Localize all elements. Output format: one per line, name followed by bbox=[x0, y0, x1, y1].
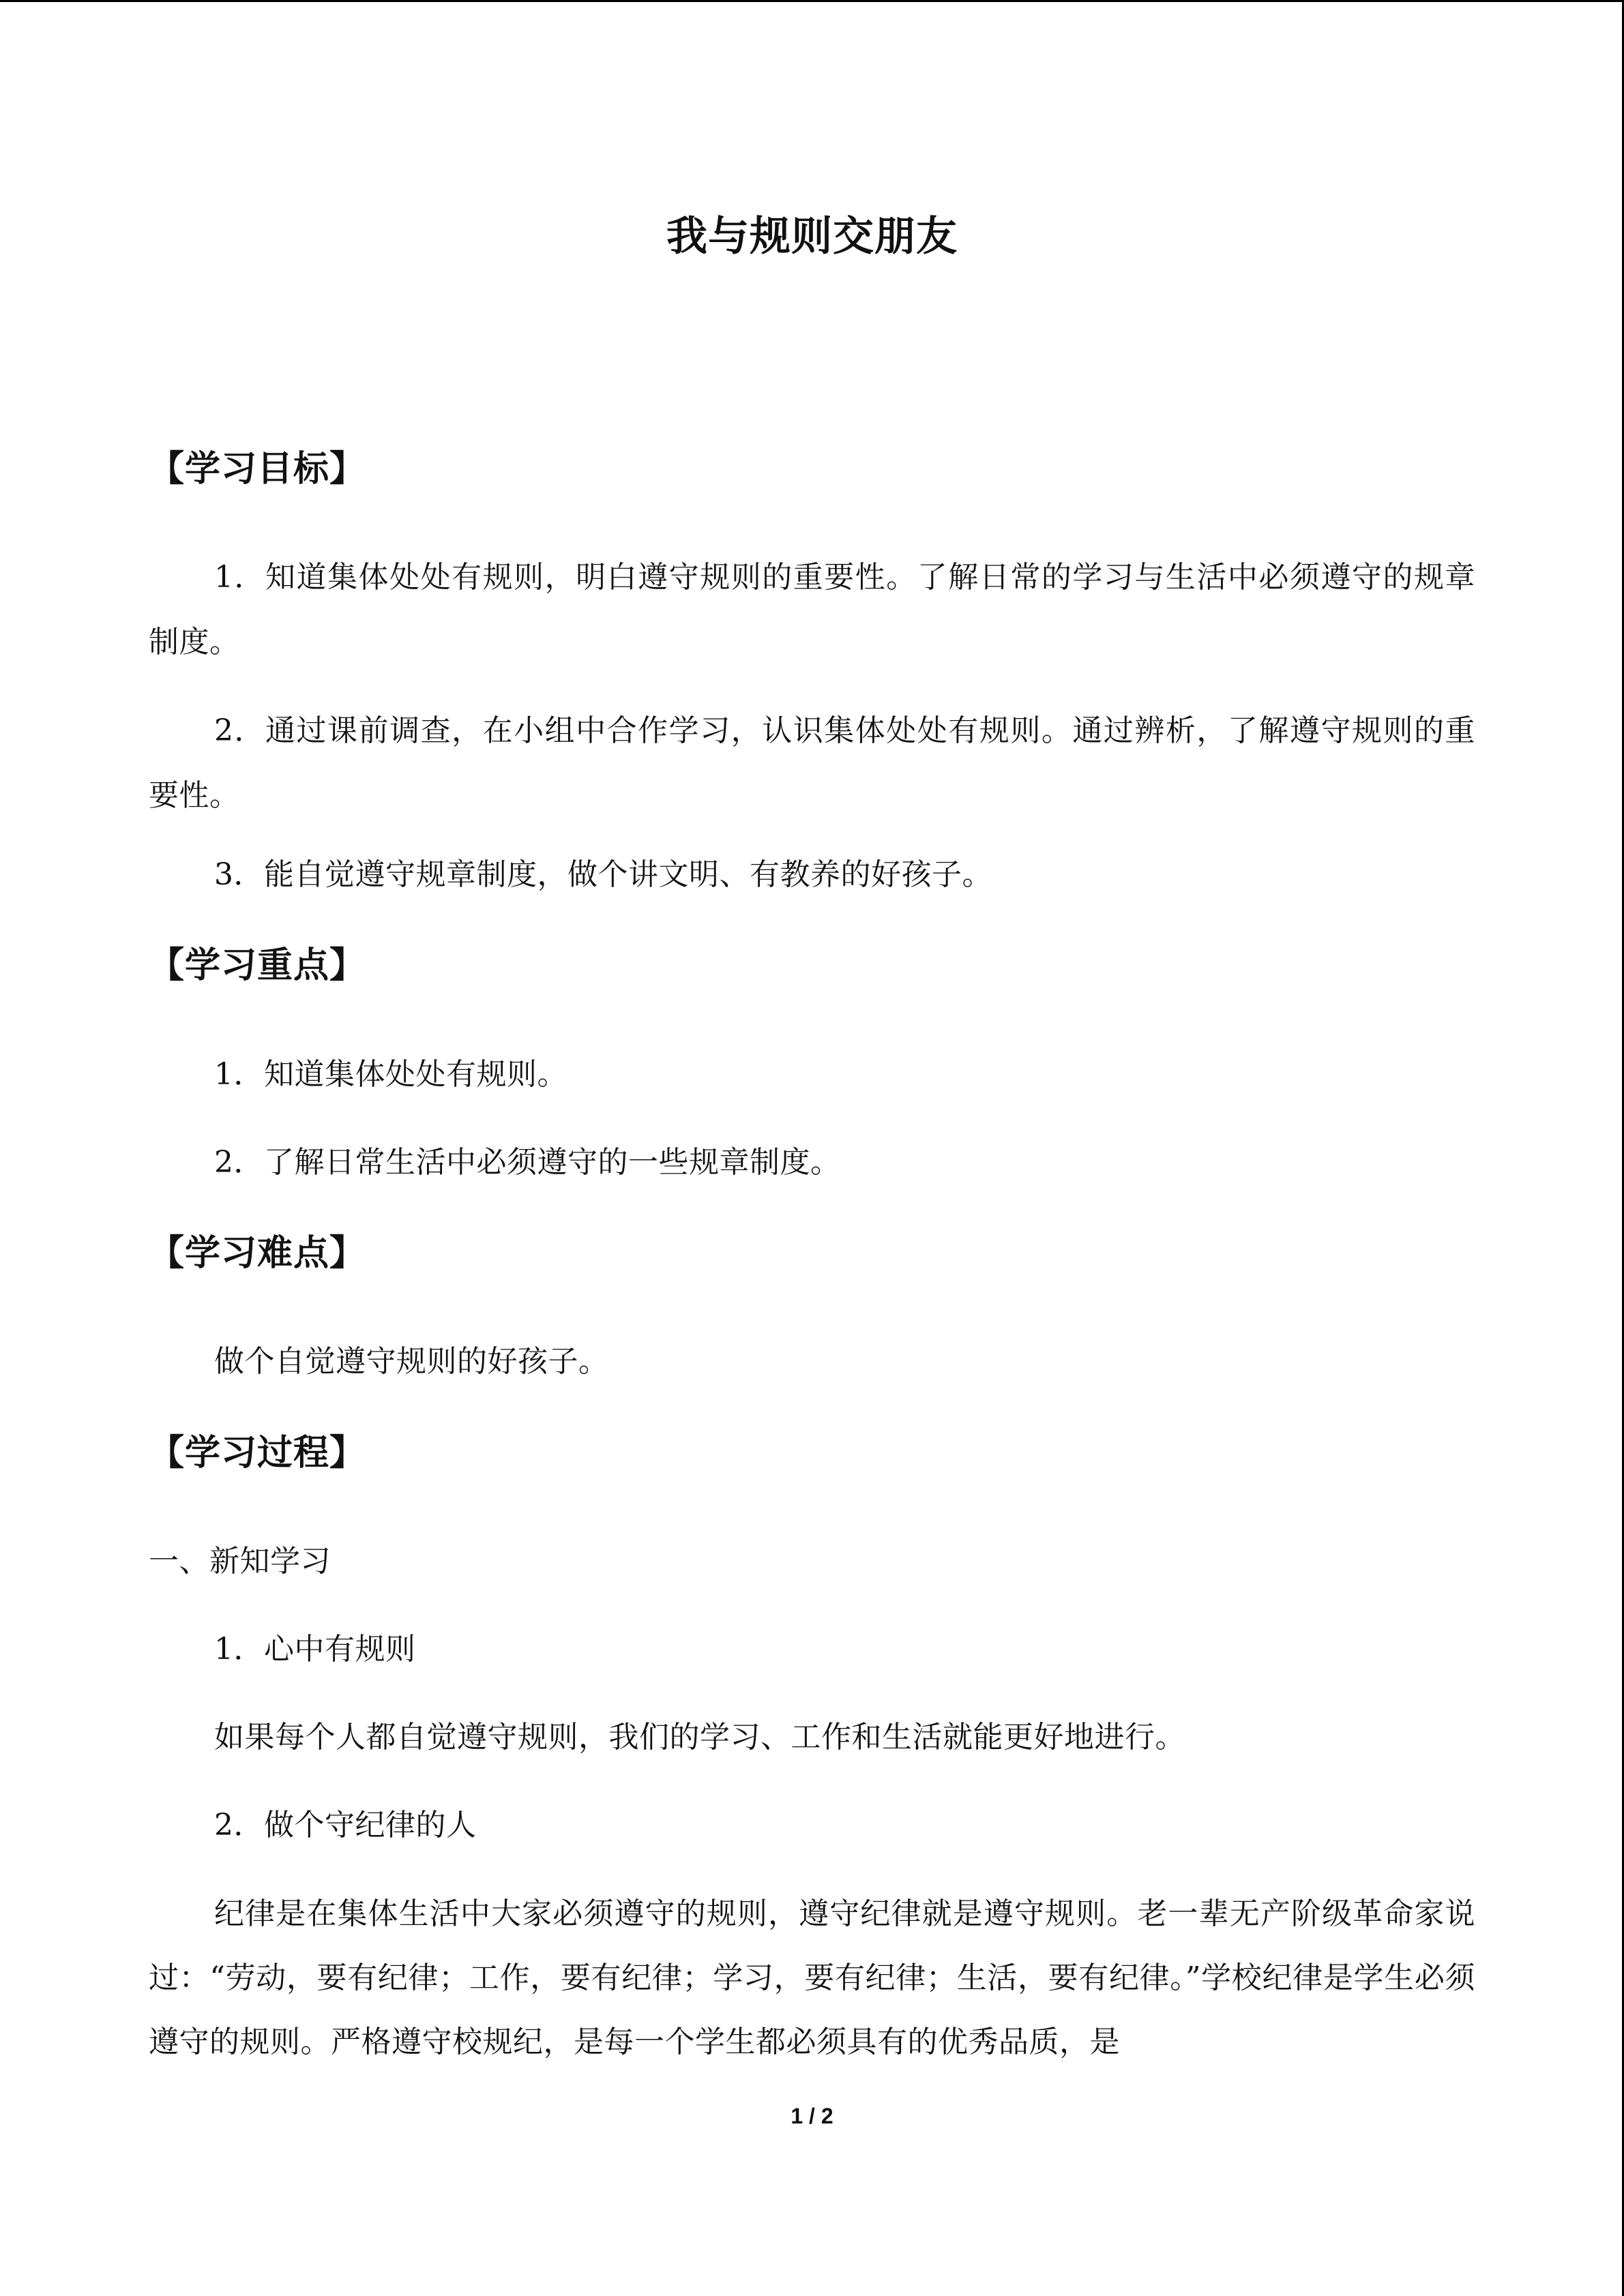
process-sub1-text: 如果每个人都自觉遵守规则，我们的学习、工作和生活就能更好地进行。 bbox=[214, 1720, 1185, 1755]
page-number: 1 / 2 bbox=[791, 2104, 833, 2128]
process-part-title: 一、新知学习 bbox=[149, 1544, 331, 1579]
heading-key-points: 【学习重点】 bbox=[149, 945, 366, 986]
objective-item-3: 3．能自觉遵守规章制度，做个讲文明、有教养的好孩子。 bbox=[214, 857, 992, 892]
heading-process: 【学习过程】 bbox=[149, 1433, 366, 1474]
process-sub1-title: 1．心中有规则 bbox=[214, 1632, 416, 1667]
difficulty-item-1: 做个自觉遵守规则的好孩子。 bbox=[214, 1344, 609, 1379]
heading-objectives: 【学习目标】 bbox=[149, 449, 366, 490]
document-title: 我与规则交朋友 bbox=[666, 213, 958, 260]
objective-item-1: 1．知道集体处处有规则，明白遵守规则的重要性。了解日常的学习与生活中必须遵守的规章制度。 bbox=[149, 560, 1475, 659]
objective-item-2: 2．通过课前调查，在小组中合作学习，认识集体处处有规则。通过辨析，了解遵守规则的重要性。 bbox=[149, 713, 1475, 813]
key-point-item-1: 1．知道集体处处有规则。 bbox=[214, 1057, 567, 1092]
process-sub2-title: 2．做个守纪律的人 bbox=[214, 1808, 477, 1843]
key-point-item-2: 2．了解日常生活中必须遵守的一些规章制度。 bbox=[214, 1145, 841, 1180]
process-sub2-text: 纪律是在集体生活中大家必须遵守的规则，遵守纪律就是遵守规则。老一辈无产阶级革命家说过：“劳动，要有纪律；工作，要有纪律；学习，要有纪律；生活，要有纪律。”学校纪律是学生必须遵守的规则。严格遵守校规纪，是每一个学生都必须具有的优秀品质，是 bbox=[149, 1896, 1475, 2059]
heading-difficulties: 【学习难点】 bbox=[149, 1233, 366, 1274]
